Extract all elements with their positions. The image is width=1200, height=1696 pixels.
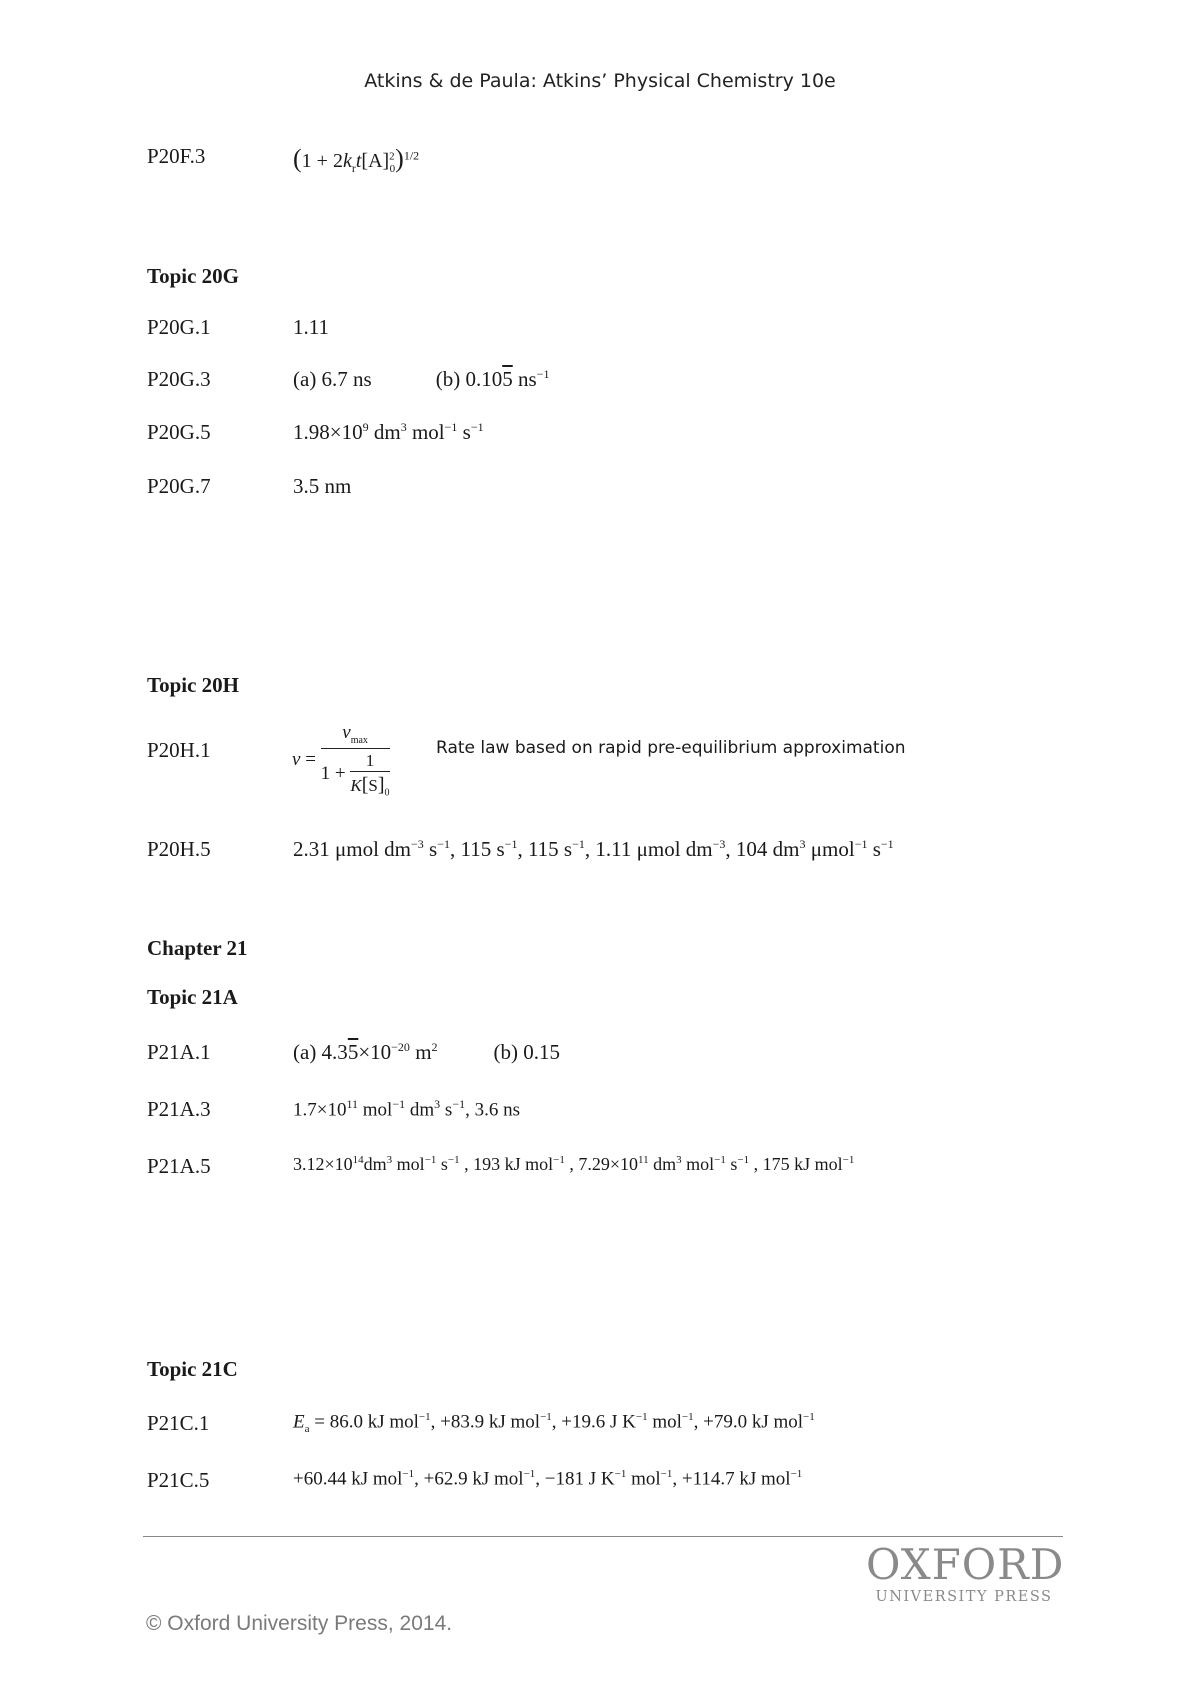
problem-label: P20G.1 [147,315,211,339]
answer-value: $1.7\times 10^{11}$ mol$^{-1}$ $dm^3$ $s^{-1}$, 3.6 ns [293,1097,520,1121]
footer-divider [143,1536,1063,1537]
answer-value: (a) 6.7 ns (b) 0.105 $ns^{-1}$ [293,367,550,391]
topic-heading-21a: Topic 21A [147,985,238,1009]
problem-label: P20G.3 [147,367,211,391]
problem-label: P21A.5 [147,1154,211,1178]
problem-label: P20F.3 [147,144,206,168]
topic-heading-20g: Topic 20G [147,264,239,288]
copyright-notice: © Oxford University Press, 2014. [146,1612,453,1635]
problem-label: P21C.1 [147,1411,210,1435]
chapter-heading-21: Chapter 21 [147,936,248,960]
problem-label: P21A.1 [147,1040,211,1064]
problem-label: P21A.3 [147,1097,211,1121]
logo-main-text: OXFORD [866,1540,1065,1589]
problem-label: P20H.5 [147,837,211,861]
answer-value: $1.98\times 10^9$ $dm^3$ mol$^{-1}$ $s^{-1}$ [293,420,484,444]
answer-value: $3.12\times 10^{14}dm^3$ mol$^{-1}$ $s^{-1}$ , 193 kJ mol$^{-1}$ , $7.29\times 10^{11}$ $dm^3$ mol$^{-1}$ $s^{-1}$ , 175 kJ mol$^{-1}$ [293,1154,855,1174]
answer-note: Rate law based on rapid pre-equilibrium approximation [436,738,906,758]
answer-value: 2.31 μmol $dm^{-3}$ $s^{-1}$, 115 $s^{-1}$, 115 $s^{-1}$, 1.11 μmol $dm^{-3}$, 104 $dm^3$ μmol$^{-1}$ $s^{-1}$ [293,837,894,861]
topic-heading-20h: Topic 20H [147,673,239,697]
problem-label: P20G.5 [147,420,211,444]
answer-formula: $(1 + 2k_rt[A]^2_0)^{1/2}$ [293,144,420,175]
answer-formula: v = $v_{max}$ 1 + $\frac{1}{K[S]_0}$ [292,722,390,799]
answer-value: $E_a = 86.0$ kJ mol$^{-1}$, +83.9 kJ mol$^{-1}$, +19.6 J $K^{-1}$ mol$^{-1}$, +79.0 kJ mol$^{-1}$ [293,1411,815,1436]
problem-label: P20G.7 [147,474,211,498]
topic-heading-21c: Topic 21C [147,1357,238,1381]
problem-label: P20H.1 [147,738,211,762]
answer-value: (a) $4.35\times 10^{-20}$ $m^2$ (b) 0.15 [293,1040,561,1064]
oxford-logo [866,1540,1065,1606]
problem-label: P21C.5 [147,1468,210,1492]
page-header: Atkins & de Paula: Atkins’ Physical Chemistry 10e [364,70,836,92]
logo-sub-text: UNIVERSITY PRESS [875,1589,1053,1605]
answer-value: 1.11 [293,315,329,339]
answer-value: +60.44 kJ mol$^{-1}$, +62.9 kJ mol$^{-1}$, −181 J $K^{-1}$ mol$^{-1}$, +114.7 kJ mol$^{-1}$ [293,1468,803,1490]
answer-value: 3.5 nm [293,474,352,498]
